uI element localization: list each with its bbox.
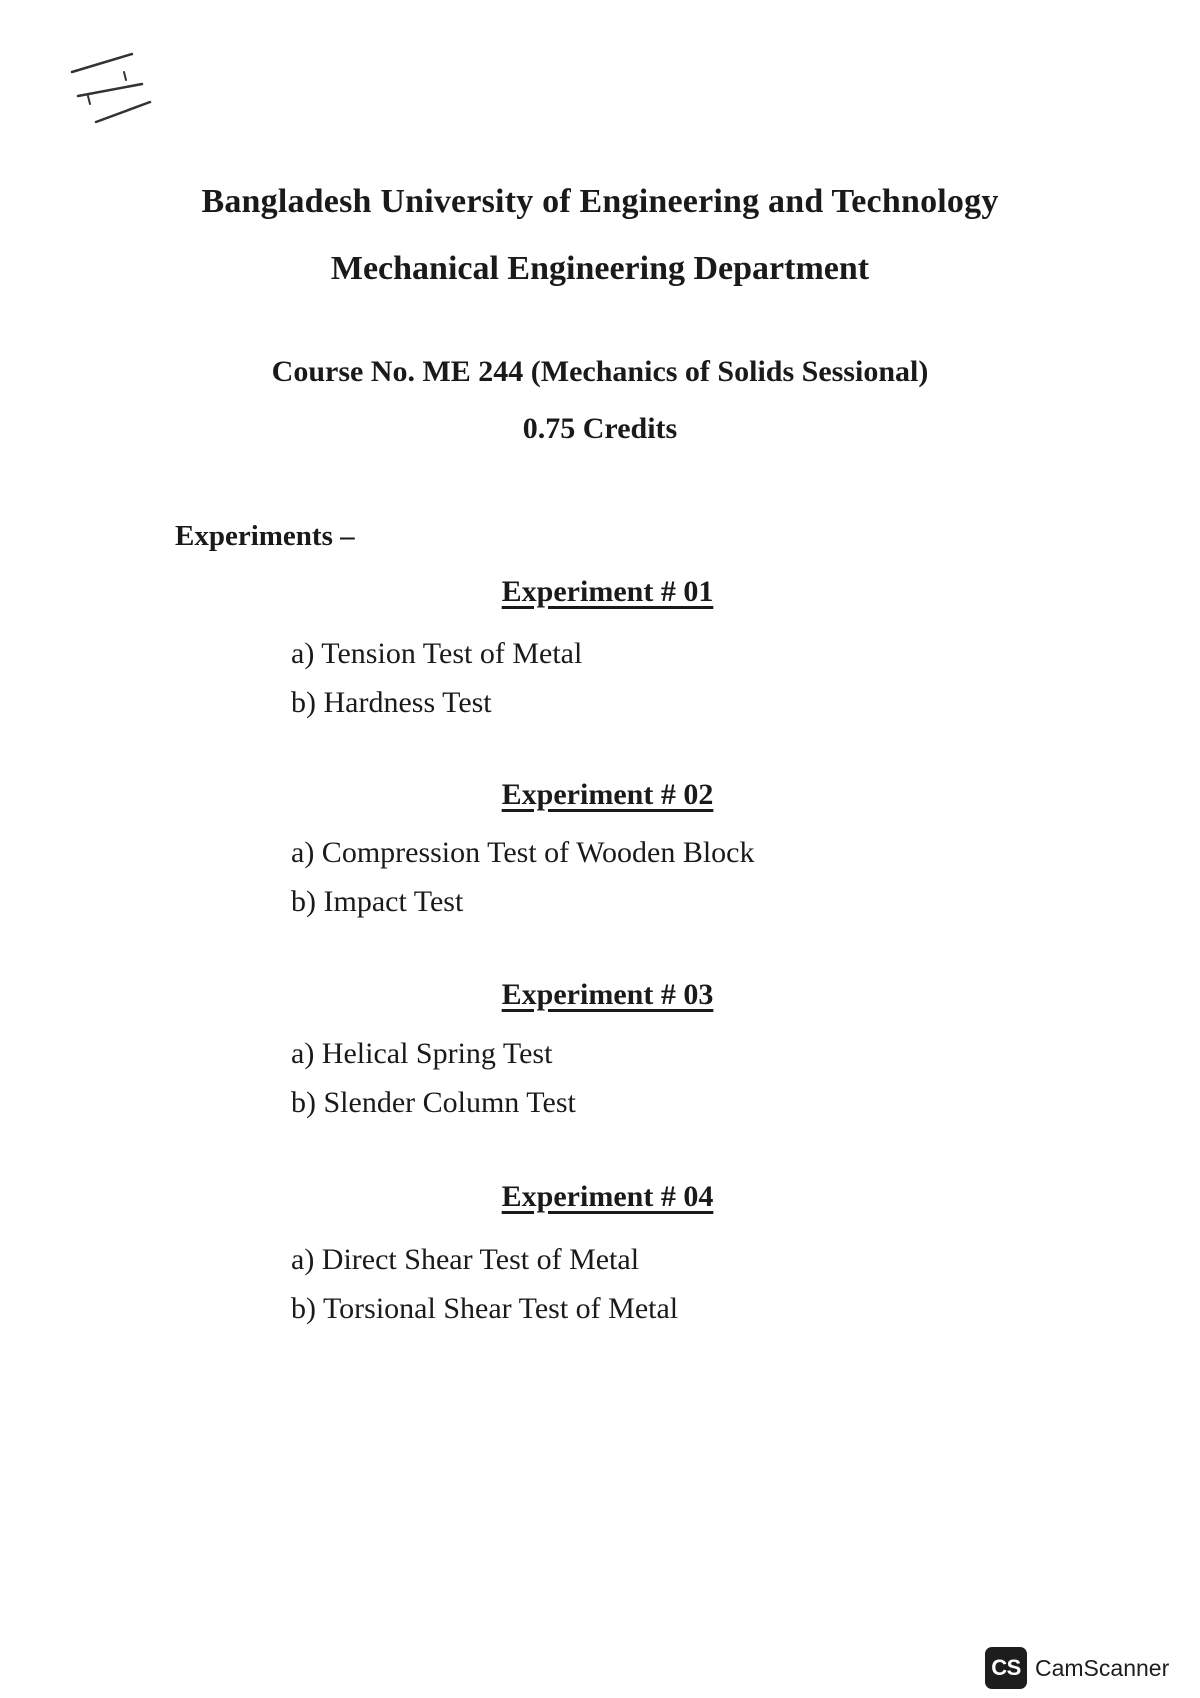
experiment-heading-03: Experiment # 03	[501, 978, 714, 1011]
camscanner-watermark	[985, 1647, 1169, 1689]
experiments-label: Experiments –	[175, 520, 355, 552]
experiment-item: b) Torsional Shear Test of Metal	[291, 1292, 679, 1325]
camscanner-logo-icon: CS	[985, 1647, 1027, 1689]
pen-scribble-mark	[64, 44, 164, 134]
experiment-heading-02: Experiment # 02	[501, 778, 714, 811]
course-credits: 0.75 Credits	[522, 412, 678, 445]
experiment-item: b) Slender Column Test	[291, 1086, 576, 1119]
course-title: Course No. ME 244 (Mechanics of Solids Sessional)	[271, 355, 929, 388]
experiment-item: a) Direct Shear Test of Metal	[291, 1243, 640, 1276]
department-title: Mechanical Engineering Department	[330, 250, 870, 287]
experiment-item: b) Impact Test	[291, 885, 464, 918]
experiment-item: a) Tension Test of Metal	[291, 637, 583, 670]
university-title: Bangladesh University of Engineering and Technology	[201, 183, 999, 220]
experiment-heading-01: Experiment # 01	[501, 575, 714, 608]
experiment-item: a) Helical Spring Test	[291, 1037, 553, 1070]
experiment-heading-04: Experiment # 04	[501, 1180, 714, 1213]
camscanner-label: CamScanner	[1035, 1654, 1170, 1681]
experiment-item: a) Compression Test of Wooden Block	[291, 836, 755, 869]
experiment-item: b) Hardness Test	[291, 686, 492, 719]
